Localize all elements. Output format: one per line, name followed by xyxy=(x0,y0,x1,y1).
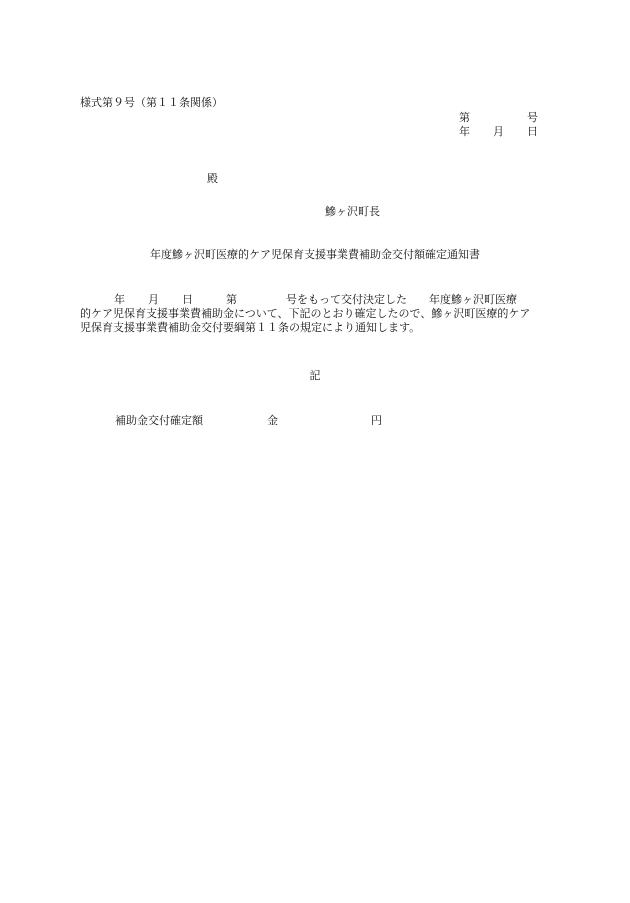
amount-label: 補助金交付確定額 xyxy=(115,414,203,427)
amount-kin: 金 xyxy=(267,414,278,427)
amount-row xyxy=(115,414,382,428)
body-nen: 年 xyxy=(114,293,125,306)
body-line-1-tail: 号をもって交付決定した 年度鰺ヶ沢町医療 xyxy=(286,293,517,306)
body-line-3: 児保育支援事業費補助金交付要綱第１１条の規定により通知します。 xyxy=(80,321,421,334)
document-number-block xyxy=(459,111,538,139)
recipient-suffix: 殿 xyxy=(207,172,218,185)
document-date-row xyxy=(459,125,538,139)
ki-heading: 記 xyxy=(309,369,321,382)
document-title: 年度鰺ヶ沢町医療的ケア児保育支援事業費補助金交付額確定通知書 xyxy=(150,248,480,261)
body-dai: 第 xyxy=(226,293,237,306)
body-line-2: 的ケア児保育支援事業費補助金について、下記のとおり確定したので、鰺ヶ沢町医療的ケア xyxy=(80,307,531,320)
body-hi: 日 xyxy=(182,293,193,306)
document-number-dai: 第 xyxy=(459,111,470,124)
body-tsuki: 月 xyxy=(148,293,159,306)
date-tsuki: 月 xyxy=(493,125,504,138)
date-hi: 日 xyxy=(527,125,538,138)
date-nen: 年 xyxy=(459,125,470,138)
document-number-go: 号 xyxy=(527,111,538,124)
form-label: 様式第９号（第１１条関係） xyxy=(80,96,223,109)
body-line-1 xyxy=(80,293,560,307)
amount-en: 円 xyxy=(371,414,382,427)
body-text xyxy=(80,293,560,335)
document-number-row xyxy=(459,111,538,125)
issuer: 鰺ヶ沢町長 xyxy=(325,205,380,218)
